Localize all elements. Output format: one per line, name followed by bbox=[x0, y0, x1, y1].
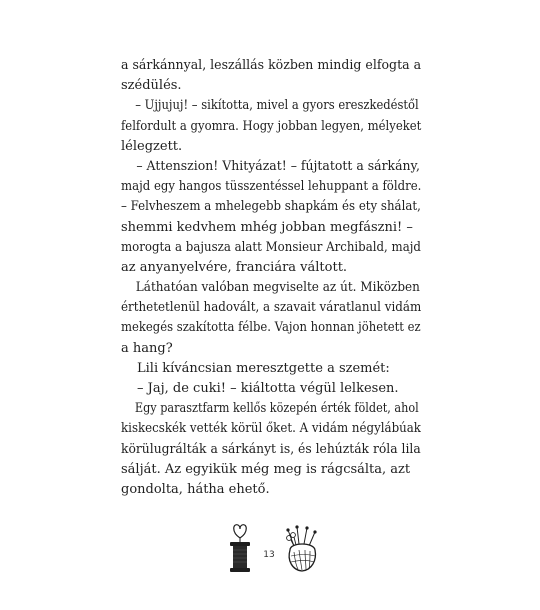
text-line: shemmi kedvhem mhég jobban megfászni! – bbox=[121, 219, 413, 235]
text-line: gondolta, hátha ehető. bbox=[121, 481, 270, 497]
text-line: szédülés. bbox=[121, 78, 182, 94]
text-line: mekegés szakította félbe. Vajon honnan jöhetett ez bbox=[121, 320, 421, 336]
text-line: kiskecskék vették körül őket. A vidám négylábúak bbox=[121, 421, 421, 437]
text-line: Egy parasztfarm kellős közepén érték földet, ahol bbox=[134, 401, 419, 417]
thread-spool-heart-icon bbox=[225, 520, 255, 576]
text-line: – Jaj, de cuki! – kiáltotta végül lelkesen. bbox=[137, 381, 399, 396]
text-line: majd egy hangos tüsszentéssel lehuppant a földre. bbox=[121, 179, 422, 195]
text-line: – Felvheszem a mhelegebb shapkám és ety shálat, bbox=[121, 199, 421, 215]
text-line: a hang? bbox=[121, 340, 173, 356]
page-number: 13 bbox=[263, 550, 275, 560]
text-line: az anyanyelvére, franciára váltott. bbox=[121, 259, 348, 275]
text-line: Láthatóan valóban megviselte az út. Miközben bbox=[135, 280, 420, 296]
text-line: sálját. Az egyikük még meg is rágcsálta, azt bbox=[121, 461, 411, 477]
pincushion-icon bbox=[282, 524, 322, 574]
text-line: körülugrálták a sárkányt is, és lehúzták róla lila bbox=[121, 441, 421, 457]
page-footer bbox=[0, 520, 540, 580]
text-line: morogta a bajusza alatt Monsieur Archibald, majd bbox=[121, 239, 421, 255]
text-line: lélegzett. bbox=[121, 138, 183, 154]
text-line: felfordult a gyomra. Hogy jobban legyen, mélyeket bbox=[121, 118, 422, 134]
text-line: Lili kíváncsian meresztgette a szemét: bbox=[137, 360, 390, 376]
text-line: – Ujjujuj! – sikította, mivel a gyors ereszkedéstől bbox=[135, 98, 419, 114]
text-line: – Attenszion! Vhityázat! – fújtatott a sárkány, bbox=[136, 158, 420, 174]
body-text bbox=[121, 56, 421, 500]
text-line: érthetetlenül hadovált, a szavait váratlanul vidám bbox=[121, 300, 422, 316]
text-line: a sárkánnyal, leszállás közben mindig elfogta a bbox=[121, 58, 422, 73]
